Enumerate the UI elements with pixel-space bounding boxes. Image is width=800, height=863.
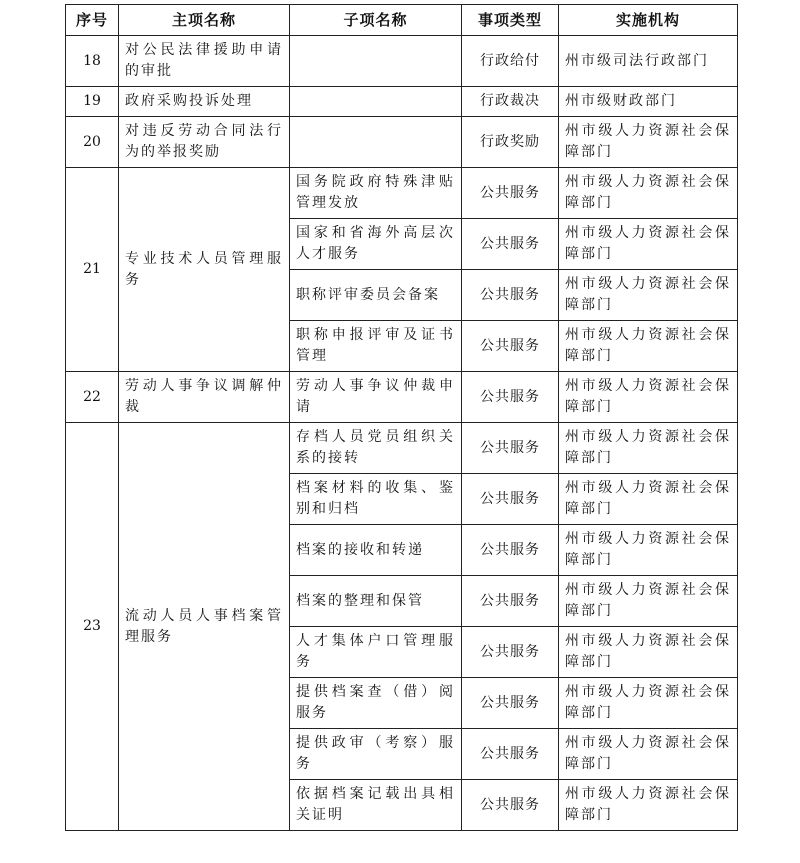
agency: 州市级人力资源社会保障部门 <box>559 576 738 627</box>
header-serial: 序号 <box>66 5 119 36</box>
item-type: 公共服务 <box>462 270 559 321</box>
item-type: 行政给付 <box>462 36 559 87</box>
item-type: 公共服务 <box>462 168 559 219</box>
item-type: 公共服务 <box>462 525 559 576</box>
agency: 州市级人力资源社会保障部门 <box>559 678 738 729</box>
sub-item: 职称评审委员会备案 <box>290 270 462 321</box>
sub-item: 档案的接收和转递 <box>290 525 462 576</box>
agency: 州市级人力资源社会保障部门 <box>559 117 738 168</box>
agency: 州市级人力资源社会保障部门 <box>559 780 738 831</box>
agency: 州市级人力资源社会保障部门 <box>559 321 738 372</box>
item-type: 公共服务 <box>462 576 559 627</box>
item-type: 公共服务 <box>462 321 559 372</box>
agency: 州市级人力资源社会保障部门 <box>559 168 738 219</box>
sub-item: 提供政审（考察）服务 <box>290 729 462 780</box>
sub-item: 档案材料的收集、鉴别和归档 <box>290 474 462 525</box>
table-row <box>66 423 738 474</box>
agency: 州市级财政部门 <box>559 87 738 117</box>
sub-item: 人才集体户口管理服务 <box>290 627 462 678</box>
sub-item <box>290 117 462 168</box>
agency: 州市级司法行政部门 <box>559 36 738 87</box>
agency: 州市级人力资源社会保障部门 <box>559 474 738 525</box>
agency: 州市级人力资源社会保障部门 <box>559 729 738 780</box>
sub-item: 职称申报评审及证书管理 <box>290 321 462 372</box>
main-item: 专业技术人员管理服务 <box>119 168 290 372</box>
item-type: 公共服务 <box>462 780 559 831</box>
sub-item: 国家和省海外高层次人才服务 <box>290 219 462 270</box>
agency: 州市级人力资源社会保障部门 <box>559 270 738 321</box>
table-row <box>66 372 738 423</box>
row-number: 19 <box>66 87 119 117</box>
table-row <box>66 117 738 168</box>
main-item: 流动人员人事档案管理服务 <box>119 423 290 831</box>
sub-item: 档案的整理和保管 <box>290 576 462 627</box>
sub-item: 提供档案查（借）阅服务 <box>290 678 462 729</box>
sub-item <box>290 87 462 117</box>
table-row <box>66 87 738 117</box>
agency: 州市级人力资源社会保障部门 <box>559 423 738 474</box>
item-type: 公共服务 <box>462 627 559 678</box>
sub-item: 存档人员党员组织关系的接转 <box>290 423 462 474</box>
items-table <box>65 4 738 831</box>
row-number: 23 <box>66 423 119 831</box>
agency: 州市级人力资源社会保障部门 <box>559 219 738 270</box>
row-number: 20 <box>66 117 119 168</box>
main-item: 政府采购投诉处理 <box>119 87 290 117</box>
sub-item: 依据档案记载出具相关证明 <box>290 780 462 831</box>
item-type: 行政奖励 <box>462 117 559 168</box>
header-agency: 实施机构 <box>559 5 738 36</box>
main-item: 对公民法律援助申请的审批 <box>119 36 290 87</box>
item-type: 公共服务 <box>462 423 559 474</box>
item-type: 公共服务 <box>462 729 559 780</box>
row-number: 22 <box>66 372 119 423</box>
table-row <box>66 36 738 87</box>
table-row <box>66 168 738 219</box>
sub-item <box>290 36 462 87</box>
item-type: 公共服务 <box>462 372 559 423</box>
row-number: 18 <box>66 36 119 87</box>
item-type: 公共服务 <box>462 219 559 270</box>
row-number: 21 <box>66 168 119 372</box>
agency: 州市级人力资源社会保障部门 <box>559 525 738 576</box>
main-item: 对违反劳动合同法行为的举报奖励 <box>119 117 290 168</box>
sub-item: 国务院政府特殊津贴管理发放 <box>290 168 462 219</box>
header-row <box>66 5 738 36</box>
header-sub-item: 子项名称 <box>290 5 462 36</box>
header-main-item: 主项名称 <box>119 5 290 36</box>
header-item-type: 事项类型 <box>462 5 559 36</box>
item-type: 公共服务 <box>462 474 559 525</box>
agency: 州市级人力资源社会保障部门 <box>559 627 738 678</box>
sub-item: 劳动人事争议仲裁申请 <box>290 372 462 423</box>
main-item: 劳动人事争议调解仲裁 <box>119 372 290 423</box>
agency: 州市级人力资源社会保障部门 <box>559 372 738 423</box>
item-type: 公共服务 <box>462 678 559 729</box>
item-type: 行政裁决 <box>462 87 559 117</box>
